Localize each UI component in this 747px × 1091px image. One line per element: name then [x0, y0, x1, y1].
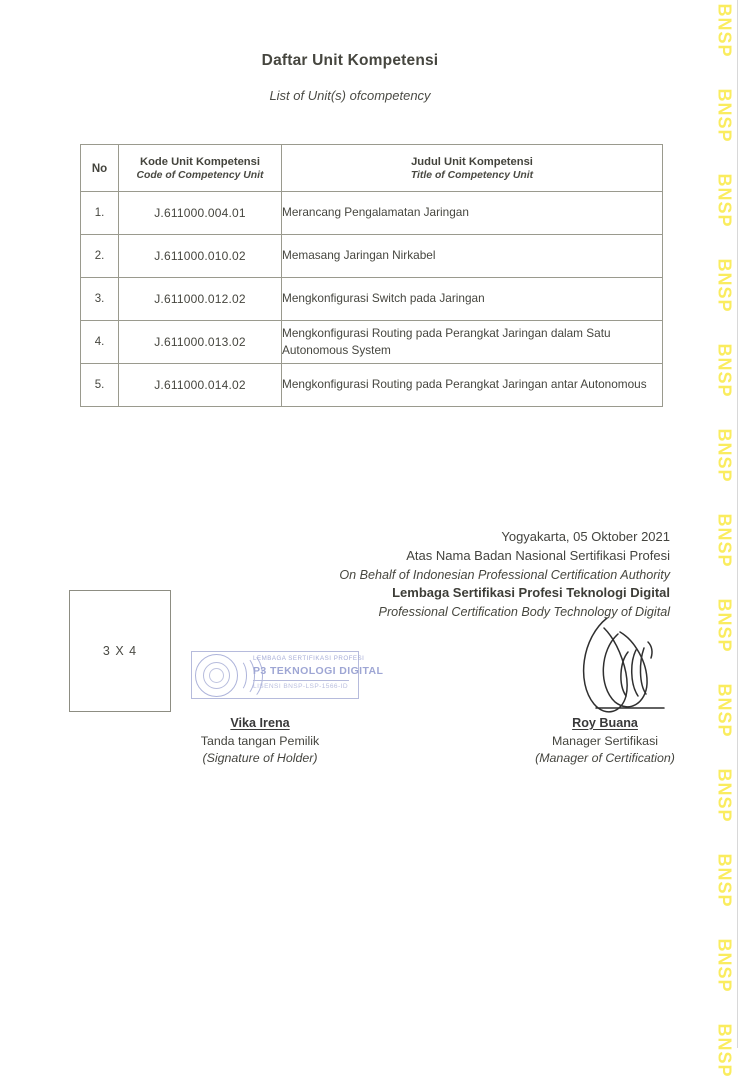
organization-name-id: Lembaga Sertifikasi Profesi Teknologi Digital: [392, 584, 670, 600]
competency-unit-table: [80, 144, 663, 407]
holder-role-id: Tanda tangan Pemilik: [200, 733, 320, 748]
row-unit-code: J.611000.004.01: [119, 192, 282, 235]
row-number: 2.: [81, 235, 119, 278]
page-subtitle: List of Unit(s) ofcompetency: [269, 88, 431, 103]
bnsp-watermark-text: BNSP: [714, 513, 735, 568]
bnsp-watermark-text: BNSP: [714, 683, 735, 738]
stamp-divider: [253, 680, 349, 681]
column-header-code: [119, 145, 282, 192]
stamp-line-3: LISENSI BNSP-LSP-1566-ID: [253, 683, 348, 690]
bnsp-watermark-text: BNSP: [714, 1023, 735, 1078]
bnsp-watermark-text: BNSP: [714, 343, 735, 398]
column-header-code-id: Kode Unit Kompetensi: [140, 155, 260, 168]
manager-name: Roy Buana: [572, 716, 638, 730]
handwritten-signature: [560, 604, 680, 724]
bnsp-watermark-text: BNSP: [714, 173, 735, 228]
column-header-title-id: Judul Unit Kompetensi: [411, 155, 533, 168]
on-behalf-of-id: Atas Nama Badan Nasional Sertifikasi Profesi: [406, 547, 670, 563]
signature-block-holder: [135, 715, 385, 768]
row-unit-code: J.611000.010.02: [119, 235, 282, 278]
column-header-title: [282, 145, 663, 192]
signature-block-manager: [480, 715, 730, 768]
row-unit-title: Merancang Pengalamatan Jaringan: [282, 192, 663, 235]
bnsp-watermark-text: BNSP: [714, 3, 735, 58]
row-unit-title: Mengkonfigurasi Routing pada Perangkat Jaringan dalam Satu Autonomous System: [282, 321, 663, 364]
column-header-no: [81, 145, 119, 192]
column-header-title-en: Title of Competency Unit: [410, 169, 534, 181]
page-edge-line: [737, 0, 738, 1048]
row-unit-code: J.611000.013.02: [119, 321, 282, 364]
table-row: [81, 278, 663, 321]
table-row: [81, 235, 663, 278]
table-header-row: [81, 145, 663, 192]
column-header-no-label: No: [91, 163, 108, 175]
row-number: 4.: [81, 321, 119, 364]
stamp-line-1: LEMBAGA SERTIFIKASI PROFESI: [253, 655, 365, 662]
place-and-date: Yogyakarta, 05 Oktober 2021: [501, 529, 670, 544]
bnsp-watermark-text: BNSP: [714, 938, 735, 993]
row-unit-title: Mengkonfigurasi Routing pada Perangkat Jaringan antar Autonomous: [282, 364, 663, 407]
row-number: 1.: [81, 192, 119, 235]
table-row: [81, 364, 663, 407]
bnsp-watermark-text: BNSP: [714, 768, 735, 823]
stamp-line-2: P3 TEKNOLOGI DIGITAL: [253, 665, 384, 677]
table-head: [81, 145, 663, 192]
row-unit-title: Memasang Jaringan Nirkabel: [282, 235, 663, 278]
photo-placeholder-box: [69, 590, 171, 712]
table-row: [81, 321, 663, 364]
row-unit-code: J.611000.012.02: [119, 278, 282, 321]
table-body: [81, 192, 663, 407]
column-header-code-en: Code of Competency Unit: [136, 169, 264, 181]
manager-role-id: Manager Sertifikasi: [551, 733, 659, 748]
row-number: 3.: [81, 278, 119, 321]
row-number: 5.: [81, 364, 119, 407]
row-unit-code: J.611000.014.02: [119, 364, 282, 407]
on-behalf-of-en: On Behalf of Indonesian Professional Certification Authority: [339, 567, 670, 582]
bnsp-watermark-text: BNSP: [714, 428, 735, 483]
bnsp-watermark-strip: [700, 0, 747, 1078]
bnsp-watermark-text: BNSP: [714, 88, 735, 143]
holder-role-en: (Signature of Holder): [202, 751, 318, 766]
bnsp-watermark-text: BNSP: [714, 598, 735, 653]
seal-core-icon: [209, 668, 224, 683]
table-row: [81, 192, 663, 235]
row-unit-title: Mengkonfigurasi Switch pada Jaringan: [282, 278, 663, 321]
page-title: Daftar Unit Kompetensi: [261, 52, 439, 69]
organization-name-en: Professional Certification Body Technology of Digital: [378, 604, 670, 619]
bnsp-watermark-text: BNSP: [714, 853, 735, 908]
certification-body-stamp: [191, 651, 384, 699]
holder-name: Vika Irena: [230, 716, 290, 730]
bnsp-watermark-text: BNSP: [714, 258, 735, 313]
photo-placeholder-label: 3 X 4: [102, 644, 138, 658]
manager-role-en: (Manager of Certification): [535, 751, 675, 766]
